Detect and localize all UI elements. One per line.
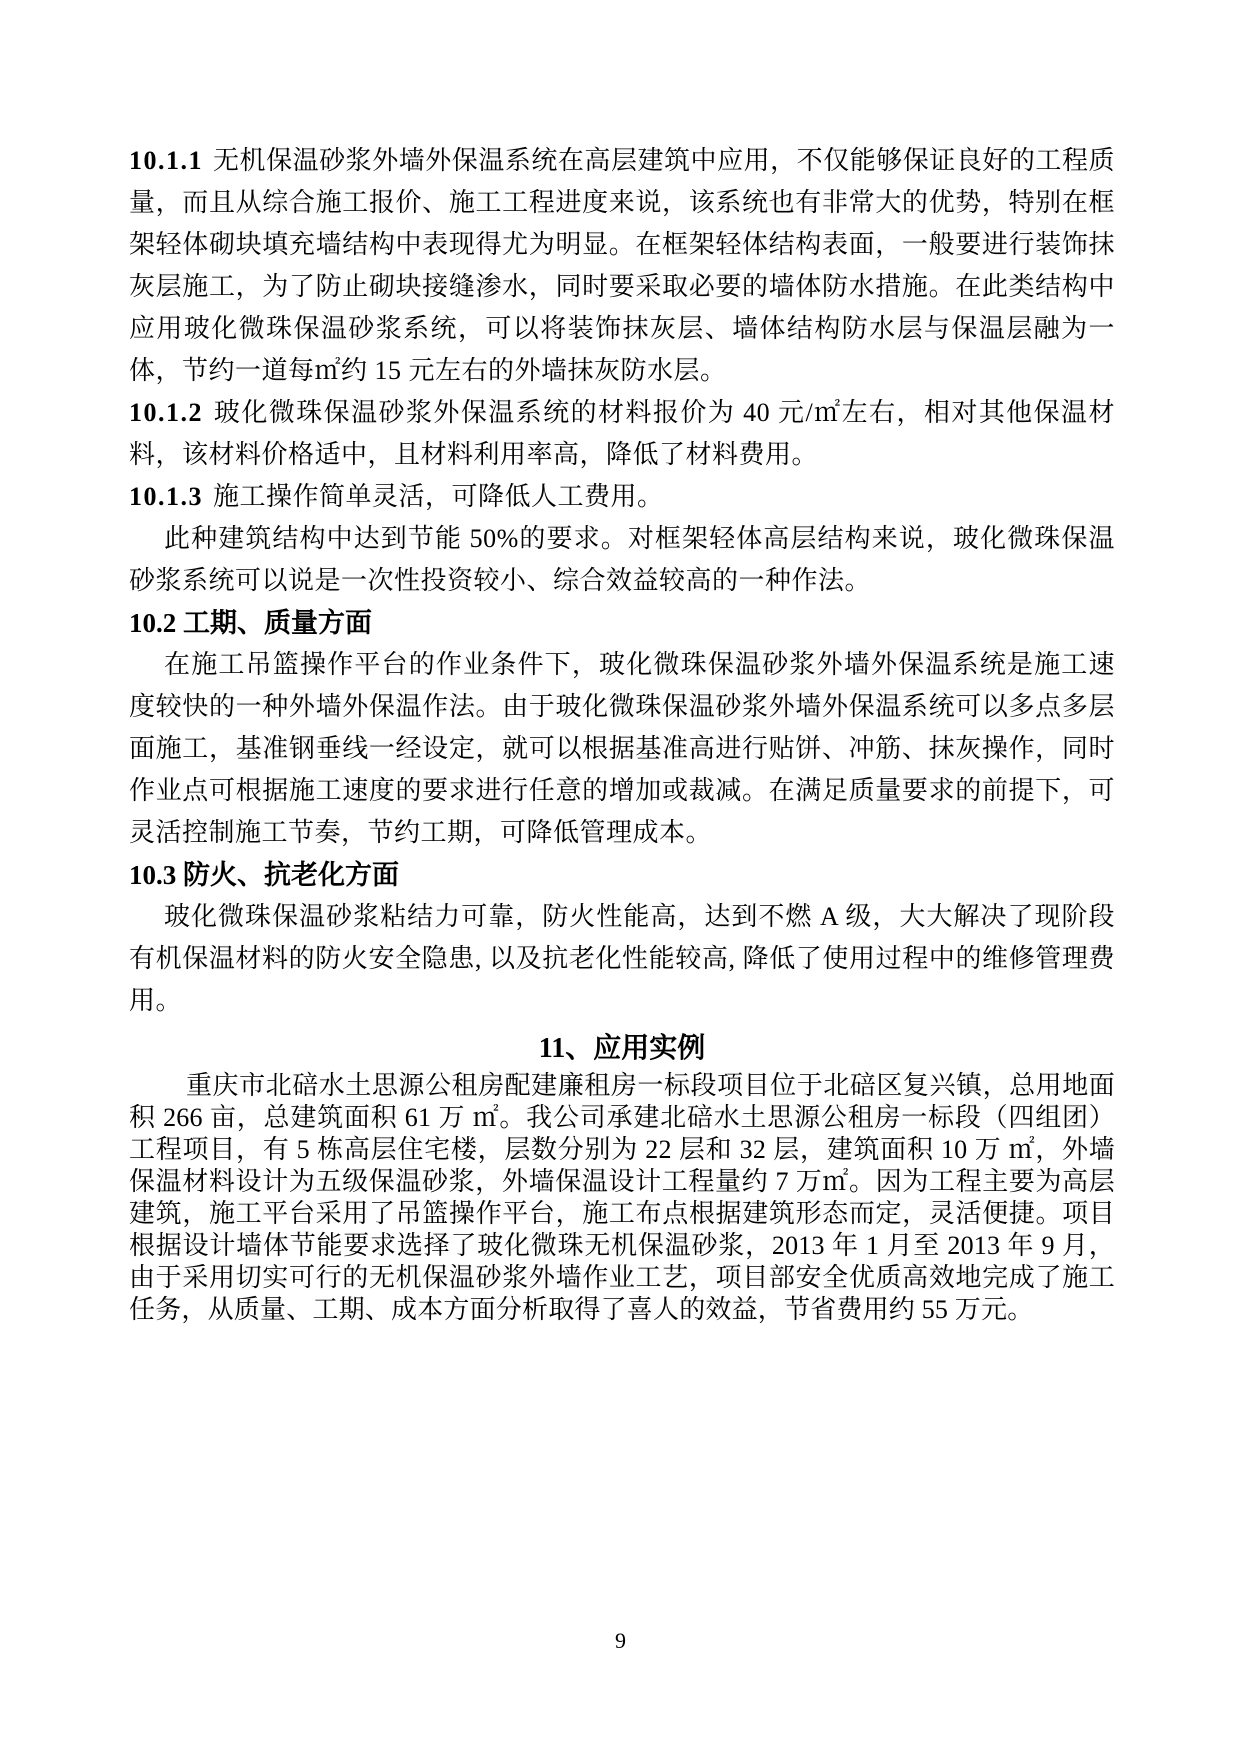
clause-text-10-1-1: 无机保温砂浆外墙外保温系统在高层建筑中应用，不仅能够保证良好的工程质量，而且从综合施工报价、施工工程进度来说，该系统也有非常大的优势，特别在框架轻体砌块填充墙结构中表现得尤为明显。在框架轻体结构表面，一般要进行装饰抹灰层施工，为了防止砌块接缝渗水，同时要采取必要的墙体防水措施。在此类结构中应用玻化微珠保温砂浆系统，可以将装饰抹灰层、墙体结构防水层与保温层融为一体，节约一道每㎡约 15 元左右的外墙抹灰防水层。	[129, 146, 1115, 385]
clause-number-10-1-1: 10.1.1	[129, 146, 203, 175]
clause-text-10-1-2: 玻化微珠保温砂浆外保温系统的材料报价为 40 元/㎡左右，相对其他保温材料，该材料价格适中，且材料利用率高，降低了材料费用。	[129, 398, 1115, 469]
paragraph-schedule-quality: 在施工吊篮操作平台的作业条件下，玻化微珠保温砂浆外墙外保温系统是施工速度较快的一种外墙外保温作法。由于玻化微珠保温砂浆外墙外保温系统可以多点多层面施工，基准钢垂线一经设定，就可以根据基准高进行贴饼、冲筋、抹灰操作，同时作业点可根据施工速度的要求进行任意的增加或裁减。在满足质量要求的前提下，可灵活控制施工节奏，节约工期，可降低管理成本。	[129, 650, 1115, 847]
paragraph-10-1-2	[129, 392, 1115, 476]
paragraph-10-1-1	[129, 140, 1115, 392]
clause-number-10-1-2: 10.1.2	[129, 398, 203, 427]
clause-number-10-1-3: 10.1.3	[129, 482, 203, 511]
heading-10-3: 10.3 防火、抗老化方面	[129, 860, 399, 890]
paragraph-energy-saving: 此种建筑结构中达到节能 50%的要求。对框架轻体高层结构来说，玻化微珠保温砂浆系统可以说是一次性投资较小、综合效益较高的一种作法。	[129, 524, 1115, 595]
page-number: 9	[615, 1628, 626, 1653]
heading-11-application-example: 11、应用实例	[538, 1033, 706, 1064]
paragraph-application-example: 重庆市北碚水土思源公租房配建廉租房一标段项目位于北碚区复兴镇，总用地面积 266 亩，总建筑面积 61 万 ㎡。我公司承建北碚水土思源公租房一标段（四组团）工程项目，有 5 栋高层住宅楼，层数分别为 22 层和 32 层，建筑面积 10 万 ㎡，外墙保温材料设计为五级保温砂浆，外墙保温设计工程量约 7 万㎡。因为工程主要为高层建筑，施工平台采用了吊篮操作平台，施工布点根据建筑形态而定，灵活便捷。项目根据设计墙体节能要求选择了玻化微珠无机保温砂浆，2013 年 1 月至 2013 年 9 月，由于采用切实可行的无机保温砂浆外墙作业工艺，项目部安全优质高效地完成了施工任务，从质量、工期、成本方面分析取得了喜人的效益，节省费用约 55 万元。	[129, 1071, 1115, 1324]
paragraph-10-1-3	[129, 476, 1115, 518]
heading-10-2: 10.2 工期、质量方面	[129, 608, 372, 638]
paragraph-fire-aging: 玻化微珠保温砂浆粘结力可靠，防火性能高，达到不燃 A 级，大大解决了现阶段有机保温材料的防火安全隐患, 以及抗老化性能较高, 降低了使用过程中的维修管理费用。	[129, 902, 1115, 1015]
clause-text-10-1-3: 施工操作简单灵活，可降低人工费用。	[213, 482, 664, 511]
document-body	[129, 140, 1115, 1326]
